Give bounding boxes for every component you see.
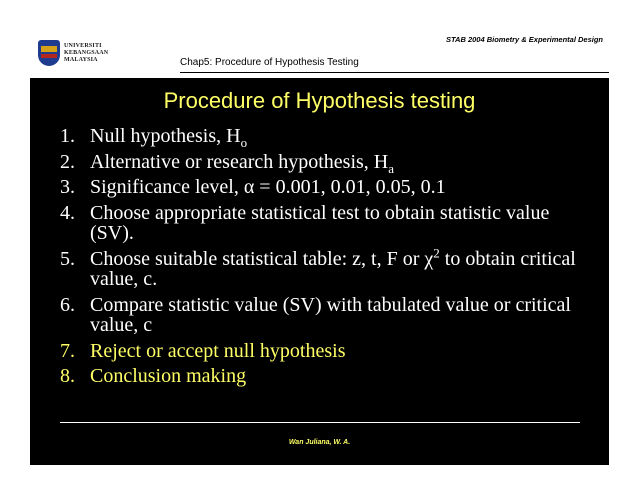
logo-text: UNIVERSITI KEBANGSAAN MALAYSIA [64,42,109,63]
list-item: 4. Choose appropriate statistical test to obtain statistic value (SV). [60,201,550,244]
list-item: 6. Compare statistic value (SV) with tabulated value or critical value, c [60,293,571,336]
procedure-list [60,126,590,392]
crest-icon [38,40,60,66]
list-item: 5. Choose suitable statistical table: z, t, F or $\chi^2$ to obtain critical value, c. [60,244,576,290]
list-item-highlighted: 8. Conclusion making [60,365,247,387]
list-item: 1. Null hypothesis, $H_o$ [60,125,248,150]
footer-divider [60,422,580,423]
list-item-highlighted: 7. Reject or accept null hypothesis [60,339,346,362]
university-logo [38,34,138,72]
list-item: 2. Alternative or research hypothesis, $H_a$ [60,150,395,176]
list-item: 3. Significance level, α = 0.001, 0.01, 0.05, 0.1 [60,176,446,198]
slide [30,30,609,465]
chapter-title: Chap5: Procedure of Hypothesis Testing [180,57,359,68]
slide-footer: Wan Juliana, W. A. [288,439,351,446]
slide-header [30,30,609,78]
course-title: STAB 2004 Biometry & Experimental Design [446,35,603,44]
header-divider [180,72,609,73]
slide-title: Procedure of Hypothesis testing [163,88,476,113]
